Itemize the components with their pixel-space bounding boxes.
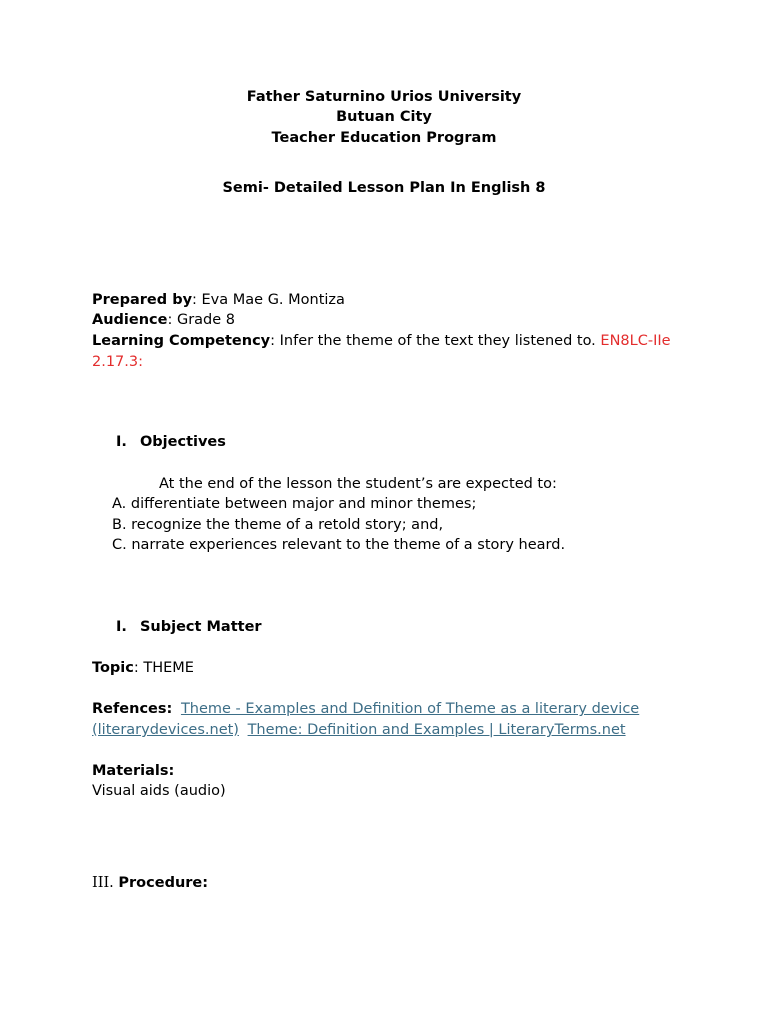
objective-item-b: B. recognize the theme of a retold story; and,	[112, 517, 444, 533]
reference-link-literarydevices-cont[interactable]: (literarydevices.net)	[92, 722, 239, 738]
university-name: Father Saturnino Urios University	[246, 89, 522, 105]
city-name: Butuan City	[336, 109, 432, 125]
objective-item-a: A. differentiate between major and minor themes;	[112, 496, 477, 512]
references-label: Refences:	[92, 701, 173, 717]
topic-line	[92, 658, 194, 678]
objectives-title: Objectives	[139, 434, 226, 450]
audience-line	[92, 310, 235, 330]
reference-link-literaryterms[interactable]: Theme: Definition and Examples | LiteraryTerms.net	[247, 722, 626, 738]
competency-value: : Infer the theme of the text they listened to.	[270, 333, 596, 349]
audience-value: : Grade 8	[167, 312, 236, 328]
subject-matter-heading	[116, 617, 262, 637]
materials-value: Visual aids (audio)	[92, 783, 226, 799]
prepared-by-line	[92, 290, 345, 310]
objectives-number: I.	[116, 434, 127, 450]
competency-line	[92, 331, 671, 351]
materials-label: Materials:	[92, 763, 175, 779]
subject-matter-title: Subject Matter	[139, 619, 262, 635]
prepared-by-value: : Eva Mae G. Montiza	[192, 292, 345, 308]
objective-item-c: C. narrate experiences relevant to the theme of a story heard.	[112, 537, 566, 553]
topic-value: : THEME	[133, 660, 194, 676]
prepared-by-label: Prepared by	[92, 292, 193, 308]
references-line-2	[92, 720, 626, 740]
objectives-heading	[116, 432, 226, 452]
procedure-title: Procedure:	[118, 875, 209, 891]
audience-label: Audience	[92, 312, 168, 328]
objectives-intro: At the end of the lesson the student’s are expected to:	[159, 476, 557, 492]
competency-code-continued: 2.17.3:	[92, 354, 144, 370]
topic-label: Topic	[92, 660, 134, 676]
competency-code: EN8LC-IIe	[600, 333, 671, 349]
program-name: Teacher Education Program	[271, 130, 497, 146]
competency-label: Learning Competency	[92, 333, 271, 349]
references-line	[92, 699, 639, 719]
plan-title: Semi- Detailed Lesson Plan In English 8	[222, 180, 546, 196]
procedure-number: III.	[92, 875, 114, 891]
procedure-heading	[92, 873, 208, 893]
reference-link-literarydevices[interactable]: Theme - Examples and Definition of Theme as a literary device	[180, 701, 640, 717]
subject-matter-number: I.	[116, 619, 127, 635]
